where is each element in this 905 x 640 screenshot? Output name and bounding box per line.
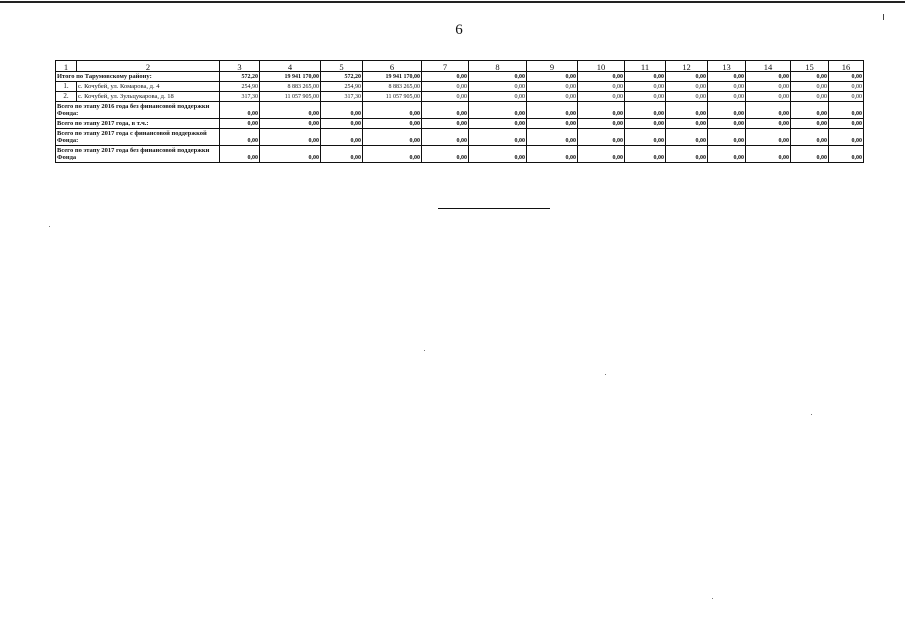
table-cell: 0,00: [321, 102, 363, 119]
table-cell: 0,00: [578, 72, 625, 82]
table-cell: 0,00: [666, 102, 708, 119]
column-header: 1: [56, 61, 77, 72]
row-label: Всего по этапу 2016 года без финансовой поддержки Фонда:: [56, 102, 220, 119]
table-cell: 11 057 905,00: [363, 92, 422, 102]
table-cell: 0,00: [708, 129, 746, 146]
table-cell: 0,00: [666, 82, 708, 92]
table-cell: 0,00: [708, 72, 746, 82]
table-cell: 0,00: [220, 119, 260, 129]
table-cell: 0,00: [666, 92, 708, 102]
scan-speck: [605, 374, 606, 375]
table-cell: 0,00: [469, 129, 527, 146]
table-cell: 0,00: [578, 119, 625, 129]
table-cell: 0,00: [791, 82, 829, 92]
table-cell: 0,00: [469, 102, 527, 119]
column-header: 3: [220, 61, 260, 72]
scan-speck: [712, 598, 713, 599]
table-header-row: [56, 61, 864, 72]
table-cell: 19 941 170,00: [260, 72, 321, 82]
table-cell: 0,00: [746, 72, 791, 82]
column-header: 12: [666, 61, 708, 72]
table-cell: 0,00: [829, 129, 864, 146]
table-cell: 19 941 170,00: [363, 72, 422, 82]
table-cell: 0,00: [469, 82, 527, 92]
table-cell: 0,00: [422, 119, 469, 129]
table-cell: 0,00: [469, 72, 527, 82]
table-cell: 0,00: [260, 102, 321, 119]
table-row: [56, 82, 864, 92]
scan-speck: [811, 414, 812, 415]
table-row: [56, 92, 864, 102]
table-cell: 0,00: [220, 146, 260, 163]
table-cell: 0,00: [829, 82, 864, 92]
table-cell: 0,00: [363, 146, 422, 163]
table-cell: 0,00: [746, 82, 791, 92]
table-cell: 0,00: [791, 102, 829, 119]
column-header: 4: [260, 61, 321, 72]
table-cell: 0,00: [527, 129, 578, 146]
column-header: 6: [363, 61, 422, 72]
scan-speck: [49, 226, 50, 227]
table-cell: 0,00: [321, 119, 363, 129]
table-row: [56, 129, 864, 146]
table-cell: 0,00: [666, 146, 708, 163]
table-cell: 0,00: [746, 92, 791, 102]
table-cell: 0,00: [321, 129, 363, 146]
table-cell: 0,00: [363, 102, 422, 119]
table-cell: 0,00: [625, 92, 666, 102]
table-cell: 0,00: [527, 119, 578, 129]
table-cell: 0,00: [708, 119, 746, 129]
table-cell: 0,00: [578, 92, 625, 102]
row-label: Всего по этапу 2017 года без финансовой поддержки Фонда: [56, 146, 220, 163]
table-cell: 0,00: [321, 146, 363, 163]
table-cell: 0,00: [260, 129, 321, 146]
table-cell: 0,00: [708, 82, 746, 92]
table-cell: 0,00: [527, 92, 578, 102]
scan-top-border: [0, 1, 905, 3]
table-cell: 0,00: [422, 146, 469, 163]
table-cell: 0,00: [708, 102, 746, 119]
table-cell: 0,00: [527, 82, 578, 92]
table-cell: 0,00: [260, 146, 321, 163]
table-cell: 0,00: [220, 102, 260, 119]
table-cell: 0,00: [625, 119, 666, 129]
column-header: 14: [746, 61, 791, 72]
column-header: 8: [469, 61, 527, 72]
table-cell: 0,00: [469, 146, 527, 163]
row-label: с. Кочубей, ул. Зульцукарова, д. 18: [77, 92, 220, 102]
closing-rule: [438, 208, 550, 209]
column-header: 10: [578, 61, 625, 72]
table-cell: 0,00: [625, 72, 666, 82]
table-cell: 0,00: [220, 129, 260, 146]
column-header: 13: [708, 61, 746, 72]
table-cell: 254,90: [220, 82, 260, 92]
table-cell: 0,00: [666, 129, 708, 146]
table-cell: 0,00: [422, 92, 469, 102]
table-cell: 0,00: [829, 146, 864, 163]
scan-speck: [424, 350, 425, 351]
row-label: с. Кочубей, ул. Комарова, д. 4: [77, 82, 220, 92]
table-cell: 0,00: [829, 72, 864, 82]
column-header: 15: [791, 61, 829, 72]
data-table: [55, 60, 864, 163]
table-cell: 0,00: [527, 146, 578, 163]
table-row: [56, 72, 864, 82]
column-header: 16: [829, 61, 864, 72]
table-cell: 254,90: [321, 82, 363, 92]
table-row: [56, 119, 864, 129]
table-cell: 0,00: [578, 102, 625, 119]
table-cell: 0,00: [527, 102, 578, 119]
table-cell: 0,00: [791, 129, 829, 146]
row-number: 2.: [56, 92, 77, 102]
table-row: [56, 102, 864, 119]
table-cell: 0,00: [578, 82, 625, 92]
table-cell: 0,00: [791, 146, 829, 163]
table-cell: 0,00: [363, 129, 422, 146]
table-cell: 0,00: [666, 72, 708, 82]
table-cell: 0,00: [829, 92, 864, 102]
table-cell: 0,00: [625, 102, 666, 119]
table-cell: 0,00: [578, 129, 625, 146]
table-cell: 0,00: [625, 129, 666, 146]
table-cell: 0,00: [422, 102, 469, 119]
table-cell: 0,00: [422, 82, 469, 92]
table-cell: 0,00: [791, 119, 829, 129]
table-cell: 317,30: [321, 92, 363, 102]
table-cell: 0,00: [829, 102, 864, 119]
table-cell: 0,00: [708, 146, 746, 163]
table-cell: 0,00: [746, 119, 791, 129]
column-header: 9: [527, 61, 578, 72]
table-cell: 0,00: [260, 119, 321, 129]
table-cell: 11 057 905,00: [260, 92, 321, 102]
table-cell: 0,00: [746, 146, 791, 163]
table-cell: 0,00: [469, 92, 527, 102]
table-cell: 0,00: [363, 119, 422, 129]
table-cell: 0,00: [469, 119, 527, 129]
table-cell: 0,00: [578, 146, 625, 163]
table-row: [56, 146, 864, 163]
scan-mark: [883, 14, 884, 20]
table-cell: 0,00: [791, 92, 829, 102]
table-cell: 0,00: [791, 72, 829, 82]
row-label: Итого по Тарумовскому району:: [56, 72, 220, 82]
table-cell: 0,00: [746, 129, 791, 146]
column-header: 5: [321, 61, 363, 72]
table-cell: 0,00: [746, 102, 791, 119]
table-cell: 8 883 265,00: [363, 82, 422, 92]
table-cell: 0,00: [527, 72, 578, 82]
row-number: 1.: [56, 82, 77, 92]
table-cell: 0,00: [666, 119, 708, 129]
column-header: 2: [77, 61, 220, 72]
table-cell: 0,00: [829, 119, 864, 129]
table-cell: 0,00: [625, 82, 666, 92]
column-header: 7: [422, 61, 469, 72]
table-cell: 572,20: [321, 72, 363, 82]
table-cell: 572,20: [220, 72, 260, 82]
table-cell: 0,00: [422, 129, 469, 146]
table-cell: 0,00: [708, 92, 746, 102]
column-header: 11: [625, 61, 666, 72]
table-cell: 317,30: [220, 92, 260, 102]
table-cell: 0,00: [422, 72, 469, 82]
row-label: Всего по этапу 2017 года, в т.ч.:: [56, 119, 220, 129]
table-cell: 0,00: [625, 146, 666, 163]
table-cell: 8 883 265,00: [260, 82, 321, 92]
page-number: 6: [455, 22, 463, 38]
row-label: Всего по этапу 2017 года с финансовой поддержкой Фонда:: [56, 129, 220, 146]
